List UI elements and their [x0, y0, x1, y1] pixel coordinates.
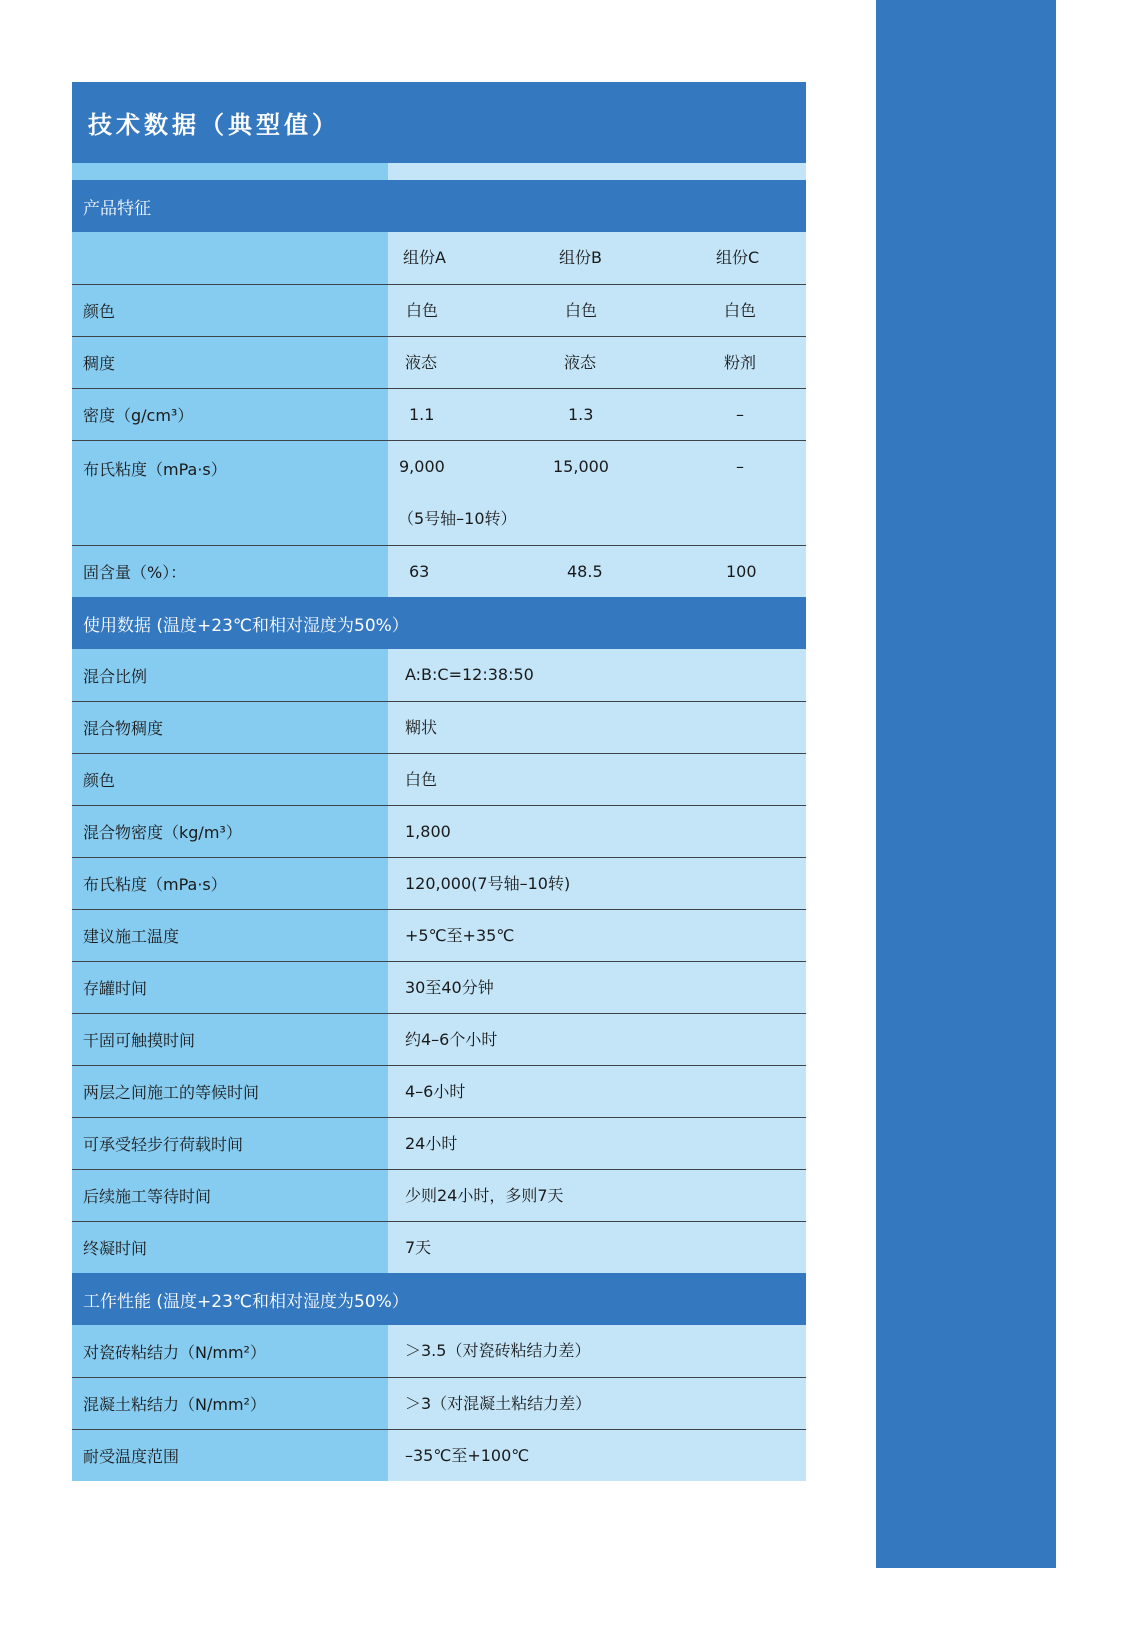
- table-row: [72, 1377, 806, 1429]
- column-header-row: [72, 232, 806, 284]
- row-value: 白色: [405, 770, 438, 789]
- row-label: 存罐时间: [72, 962, 388, 1013]
- technical-data-sheet: [72, 82, 806, 1481]
- row-label: 后续施工等待时间: [72, 1170, 388, 1221]
- row-label: 两层之间施工的等候时间: [72, 1066, 388, 1117]
- value-a: 液态: [405, 353, 438, 372]
- row-label: 混合比例: [72, 649, 388, 701]
- row-label: 可承受轻步行荷载时间: [72, 1118, 388, 1169]
- column-header-blank: [72, 232, 388, 284]
- section-heading-product: 产品特征: [72, 180, 806, 232]
- row-label: 干固可触摸时间: [72, 1014, 388, 1065]
- row-value: 30至40分钟: [405, 978, 494, 997]
- value-a: 63: [409, 562, 430, 581]
- value-a: 9,000: [399, 457, 445, 476]
- row-value: 1,800: [405, 822, 451, 841]
- table-row: [72, 1221, 806, 1273]
- row-label: 稠度: [72, 337, 388, 388]
- row-label: 混合物稠度: [72, 702, 388, 753]
- column-header-b: 组份B: [559, 248, 602, 267]
- table-row: [72, 545, 806, 597]
- row-value: 约4–6个小时: [405, 1030, 498, 1049]
- row-value: A:B:C=12:38:50: [405, 665, 534, 684]
- table-row: [72, 1013, 806, 1065]
- spacer-strip: [72, 163, 806, 180]
- value-b: 白色: [565, 301, 598, 320]
- row-value: –35℃至+100℃: [405, 1446, 530, 1465]
- row-value: ＞3.5（对瓷砖粘结力差）: [405, 1341, 591, 1360]
- table-row: [72, 388, 806, 440]
- row-value: 4–6小时: [405, 1082, 466, 1101]
- row-label: 建议施工温度: [72, 910, 388, 961]
- row-label: 对瓷砖粘结力（N/mm²）: [72, 1325, 388, 1377]
- row-label: 布氏粘度（mPa·s）: [72, 441, 388, 545]
- value-b: 48.5: [567, 562, 603, 581]
- row-label: 固含量（%）：: [72, 546, 388, 597]
- table-row: [72, 1117, 806, 1169]
- table-row: [72, 336, 806, 388]
- table-row: [72, 1429, 806, 1481]
- section-heading-usage: 使用数据 (温度+23℃和相对湿度为50%）: [72, 597, 806, 649]
- column-header-a: 组份A: [403, 248, 446, 267]
- table-row: [72, 753, 806, 805]
- value-c: –: [736, 405, 744, 424]
- row-label: 颜色: [72, 754, 388, 805]
- row-label: 混凝土粘结力（N/mm²）: [72, 1378, 388, 1429]
- row-label: 耐受温度范围: [72, 1430, 388, 1481]
- table-row: [72, 1169, 806, 1221]
- column-header-c: 组份C: [716, 248, 760, 267]
- table-row: [72, 909, 806, 961]
- page-title: 技术数据（典型值）: [72, 82, 806, 163]
- table-row: [72, 1325, 806, 1377]
- row-value: 糊状: [405, 718, 438, 737]
- value-c: 100: [726, 562, 757, 581]
- row-value: ＞3（对混凝土粘结力差）: [405, 1394, 592, 1413]
- table-row: [72, 961, 806, 1013]
- value-note: （5号轴–10转）: [398, 509, 517, 528]
- table-row: [72, 805, 806, 857]
- value-c: 粉剂: [724, 353, 757, 372]
- row-label: 布氏粘度（mPa·s）: [72, 858, 388, 909]
- row-label: 颜色: [72, 285, 388, 336]
- row-label: 混合物密度（kg/m³）: [72, 806, 388, 857]
- table-row: [72, 284, 806, 336]
- table-row: [72, 857, 806, 909]
- value-c: 白色: [724, 301, 757, 320]
- row-label: 终凝时间: [72, 1222, 388, 1273]
- value-a: 1.1: [409, 405, 435, 424]
- value-c: –: [736, 457, 744, 476]
- row-label: 密度（g/cm³）: [72, 389, 388, 440]
- row-value: +5℃至+35℃: [405, 926, 515, 945]
- value-a: 白色: [406, 301, 439, 320]
- section-heading-performance: 工作性能 (温度+23℃和相对湿度为50%）: [72, 1273, 806, 1325]
- value-b: 1.3: [568, 405, 594, 424]
- row-value: 24小时: [405, 1134, 458, 1153]
- value-b: 15,000: [553, 457, 609, 476]
- side-color-band: [876, 0, 1056, 1568]
- table-row: [72, 701, 806, 753]
- row-value: 7天: [405, 1238, 432, 1257]
- row-value: 少则24小时，多则7天: [405, 1186, 564, 1205]
- table-row: [72, 440, 806, 545]
- table-row: [72, 1065, 806, 1117]
- row-value: 120,000(7号轴–10转): [405, 874, 571, 893]
- value-b: 液态: [564, 353, 597, 372]
- table-row: [72, 649, 806, 701]
